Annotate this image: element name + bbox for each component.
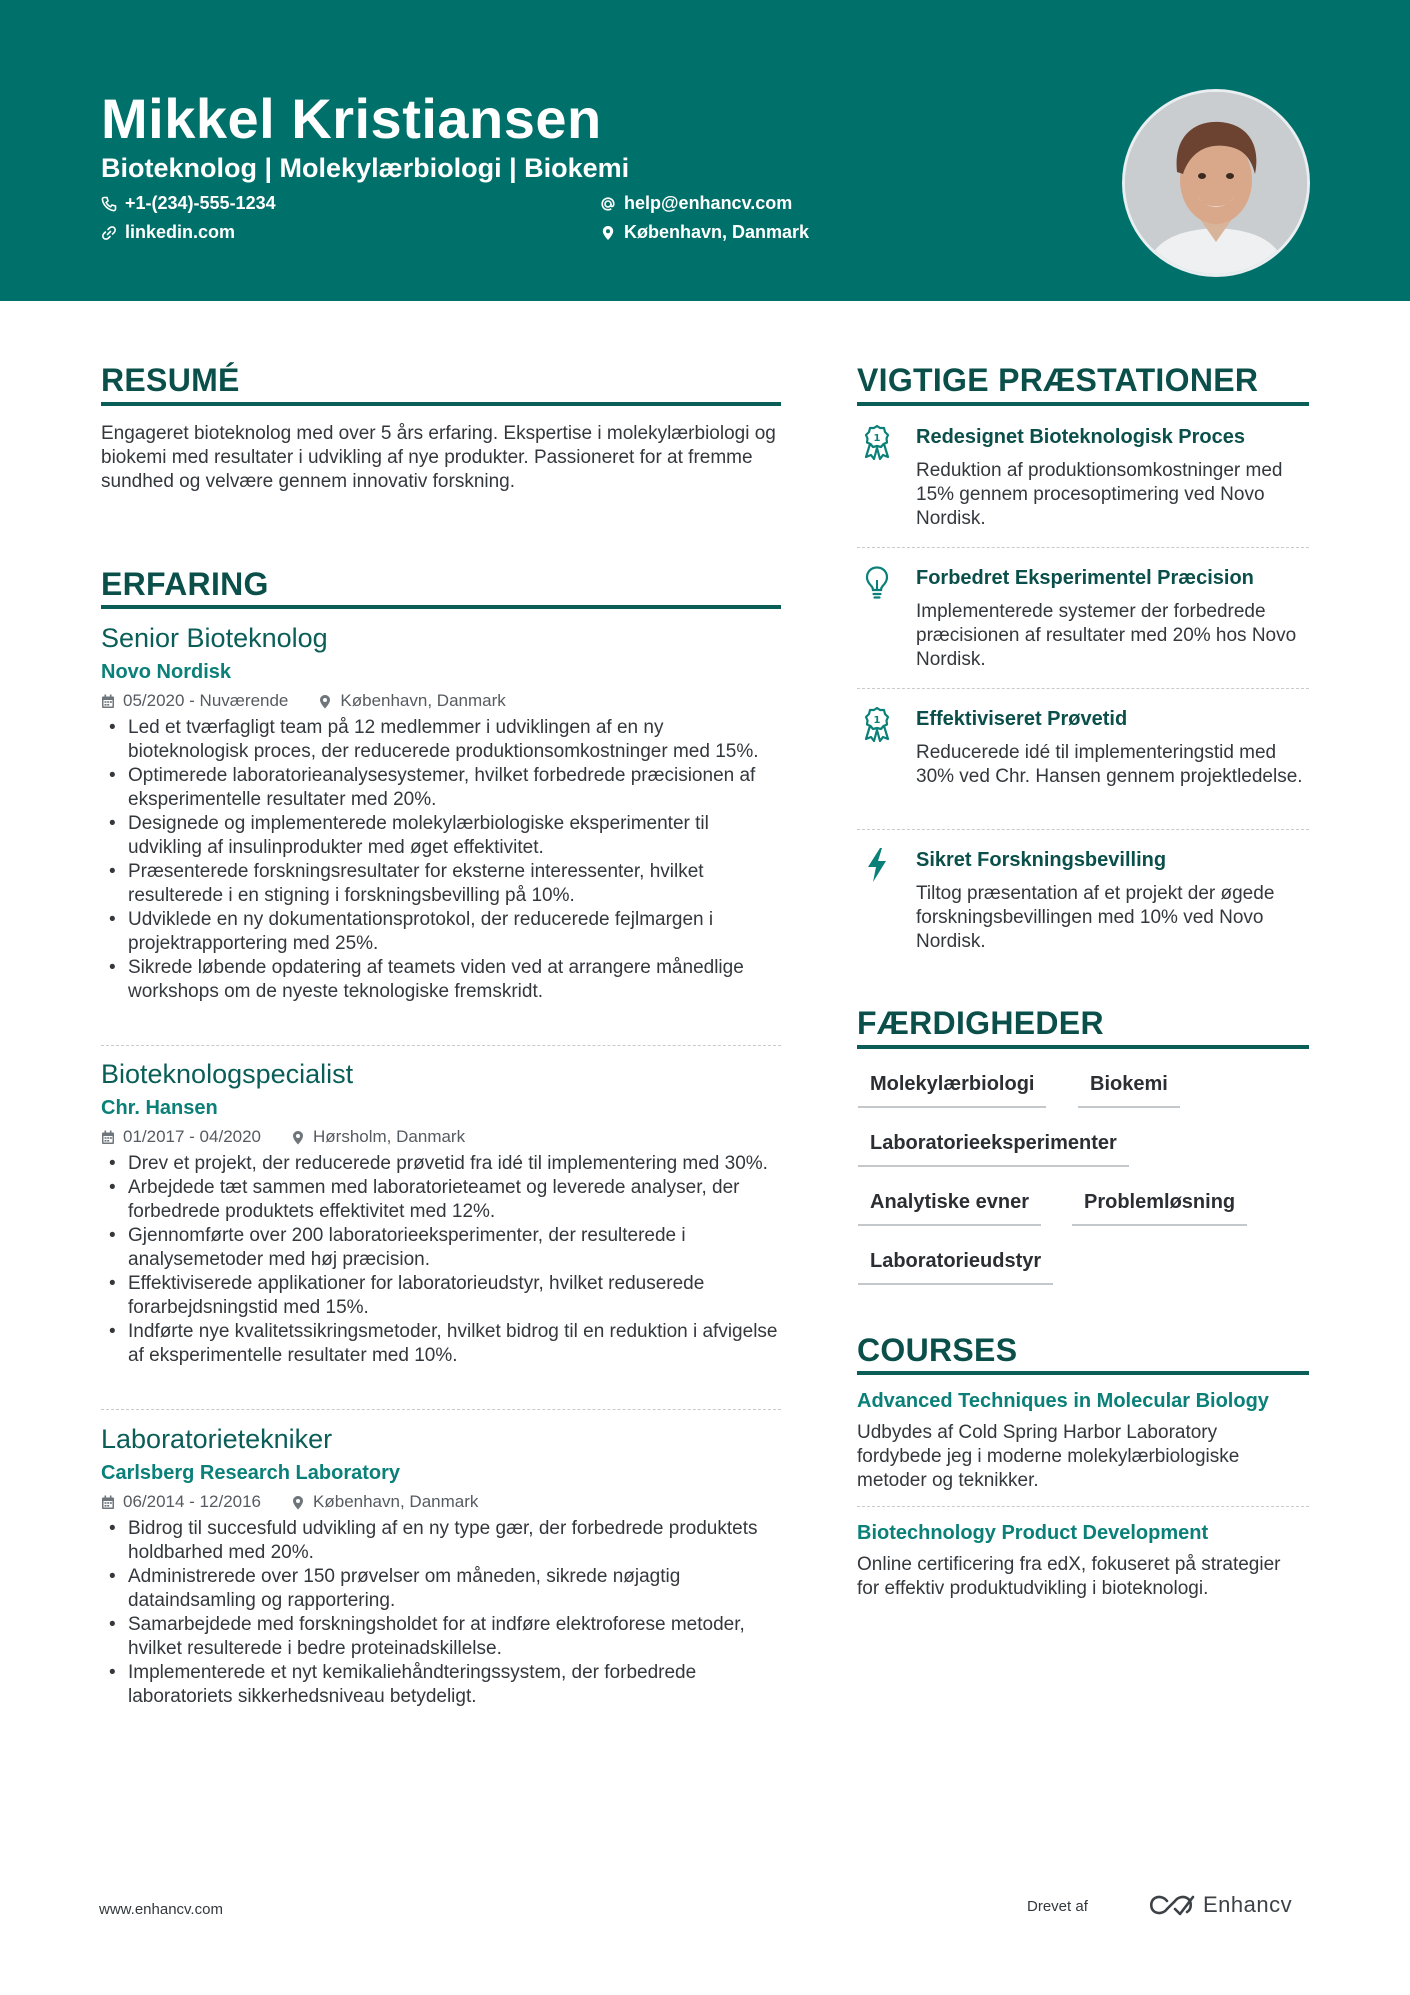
bullet-item: • Samarbejdede med forskningsholdet for at indføre elektroforese metoder, hvilket resulterede i bedre proteinadskillelse. [101,1613,781,1661]
course-title: Advanced Techniques in Molecular Biology [857,1390,1269,1412]
experience-entry [101,1423,781,1709]
achievements-divider [857,402,1309,406]
entry-divider [101,1045,781,1046]
contact-phone [101,193,276,214]
candidate-headline: Bioteknolog | Molekylærbiologi | Biokemi [101,153,630,183]
bullet-item: • Udviklede en ny dokumentationsprotokol, der reducerede fejlmargen i projektrapportering med 25%. [101,908,781,956]
job-bullets [101,716,781,1004]
svg-text:1: 1 [873,433,881,444]
experience-entry [101,1058,781,1368]
achievement-title: Effektiviseret Prøvetid [916,708,1128,730]
location-pin-icon [291,1495,305,1510]
email-text[interactable]: help@enhancv.com [624,193,793,213]
summary-divider [101,402,781,406]
calendar-icon [101,1130,115,1145]
bullet-item: • Effektiviserede applikationer for laboratorieudstyr, hvilket reduserede forarbejdsningstid med 15%. [101,1272,781,1320]
skill-tag: Molekylærbiologi [858,1073,1046,1108]
job-location: København, Danmark [313,1492,479,1511]
skill-tag: Problemløsning [1072,1191,1247,1226]
footer-website[interactable]: www.enhancv.com [99,1901,223,1918]
contact-email [600,193,792,214]
bullet-item: • Administrerede over 150 prøvelser om måneden, sikrede nøjagtig dataindsamling og rapportering. [101,1565,781,1613]
skills-heading: FÆRDIGHEDER [857,1005,1104,1041]
experience-entry [101,622,781,1004]
calendar-icon [101,694,115,709]
course-title: Biotechnology Product Development [857,1522,1209,1544]
experience-divider [101,605,781,609]
summary-text: Engageret bioteknolog med over 5 års erfaring. Ekspertise i molekylærbiologi og biokemi med resultater i udvikling af nye produkter. Passioneret for at fremme sundhed og velvære gennem innovativ forskning. [101,423,776,492]
job-meta [101,1491,781,1513]
lightning-icon [865,847,889,883]
bullet-item: • Gjennomførte over 200 laboratorieeksperimenter, der resulterede i analysemetoder med høj præcision. [101,1224,781,1272]
link-icon [101,225,117,241]
course-desc: Online certificering fra edX, fokuseret på strategier for effektiv produktudvikling i bioteknologi. [857,1554,1281,1599]
achievement-divider [857,547,1309,548]
bullet-item: • Drev et projekt, der reducerede prøvetid fra idé til implementering med 30%. [101,1152,781,1176]
award-icon [862,424,892,460]
courses-divider [857,1371,1309,1375]
location-pin-icon [291,1130,305,1145]
bullet-item: • Bidrog til succesfuld udvikling af en ny type gær, der forbedrede produktets holdbarhed med 20%. [101,1517,781,1565]
bullet-item: • Led et tværfagligt team på 12 medlemmer i udviklingen af en ny bioteknologisk proces, der reducerede produktionsomkostninger med 15%. [101,716,781,764]
profile-photo [1122,89,1310,277]
job-title: Laboratorietekniker [101,1424,333,1454]
job-title: Bioteknologspecialist [101,1059,354,1089]
achievement-divider [857,829,1309,830]
skills-divider [857,1045,1309,1049]
bullet-item: • Implementerede et nyt kemikaliehåndteringssystem, der forbedrede laboratoriets sikkerhedsniveau betydeligt. [101,1661,781,1709]
job-location: København, Danmark [340,691,506,710]
achievement-divider [857,688,1309,689]
calendar-icon [101,1495,115,1510]
achievement-desc: Tiltog præsentation af et projekt der øgede forskningsbevillingen med 10% ved Novo Nordisk. [916,883,1275,952]
skill-tag: Laboratorieudstyr [858,1250,1053,1285]
enhancv-logo-icon [1147,1893,1195,1917]
skill-tag: Laboratorieeksperimenter [858,1132,1129,1167]
job-location: Hørsholm, Danmark [313,1127,466,1146]
course-desc: Udbydes af Cold Spring Harbor Laboratory fordybede jeg i moderne molekylærbiologiske metoder og teknikker. [857,1422,1240,1491]
achievement-desc: Reducerede idé til implementeringstid med 30% ved Chr. Hansen gennem projektledelse. [916,742,1303,787]
avatar [1125,92,1307,274]
skill-tag: Analytiske evner [858,1191,1041,1226]
skill-tag: Biokemi [1078,1073,1180,1108]
achievement-title: Redesignet Bioteknologisk Proces [916,426,1245,448]
resume-header [0,0,1410,301]
at-icon [600,196,616,212]
achievement-desc: Implementerede systemer der forbedrede præcisionen af resultater med 20% hos Novo Nordisk. [916,601,1297,670]
svg-text:1: 1 [873,715,881,726]
award-icon [862,706,892,742]
bullet-item: • Arbejdede tæt sammen med laboratorieteamet og leverede analyser, der forbedrede produktets effektivitet med 12%. [101,1176,781,1224]
lightbulb-icon [864,565,890,601]
location-pin-icon [318,694,332,709]
job-bullets [101,1517,781,1709]
location-text: København, Danmark [624,222,810,242]
company-name: Novo Nordisk [101,661,232,683]
job-dates: 06/2014 - 12/2016 [123,1492,262,1511]
contact-location [600,222,809,243]
summary-heading: RESUMÉ [101,362,240,398]
job-bullets [101,1152,781,1368]
company-name: Carlsberg Research Laboratory [101,1462,401,1484]
job-meta [101,690,781,712]
candidate-name: Mikkel Kristiansen [101,87,602,150]
bullet-item: • Sikrede løbende opdatering af teamets viden ved at arrangere månedlige workshops om de nyeste teknologiske fremskridt. [101,956,781,1004]
contact-linkedin [101,222,235,243]
bullet-item: • Designede og implementerede molekylærbiologiske eksperimenter til udvikling af insulinprodukter med øget effektivitet. [101,812,781,860]
footer-powered-by: Drevet af [1027,1898,1088,1915]
job-title: Senior Bioteknolog [101,623,328,653]
bullet-item: • Præsenterede forskningsresultater for eksterne interessenter, hvilket resulterede i en stigning i forskningsbevilling på 10%. [101,860,781,908]
course-divider [857,1506,1309,1507]
bullet-item: • Indførte nye kvalitetssikringsmetoder, hvilket bidrog til en reduktion i afvigelse af eksperimentelle resultater med 10%. [101,1320,781,1368]
achievement-desc: Reduktion af produktionsomkostninger med 15% gennem procesoptimering ved Novo Nordisk. [916,460,1283,529]
achievement-title: Sikret Forskningsbevilling [916,849,1167,871]
courses-heading: COURSES [857,1332,1018,1368]
job-dates: 05/2020 - Nuværende [123,691,289,710]
company-name: Chr. Hansen [101,1097,218,1119]
entry-divider [101,1409,781,1410]
phone-icon [101,196,117,212]
achievement-title: Forbedret Eksperimentel Præcision [916,567,1254,589]
location-pin-icon [600,225,616,241]
enhancv-logo[interactable] [1147,1892,1292,1918]
job-meta [101,1126,781,1148]
linkedin-text[interactable]: linkedin.com [125,222,236,242]
bullet-item: • Optimerede laboratorieanalysesystemer, hvilket forbedrede præcisionen af eksperimentelle resultater med 20%. [101,764,781,812]
brand-name: Enhancv [1203,1892,1293,1917]
experience-heading: ERFARING [101,566,269,602]
achievements-heading: VIGTIGE PRÆSTATIONER [857,362,1259,398]
phone-text[interactable]: +1-(234)-555-1234 [125,193,276,213]
job-dates: 01/2017 - 04/2020 [123,1127,262,1146]
